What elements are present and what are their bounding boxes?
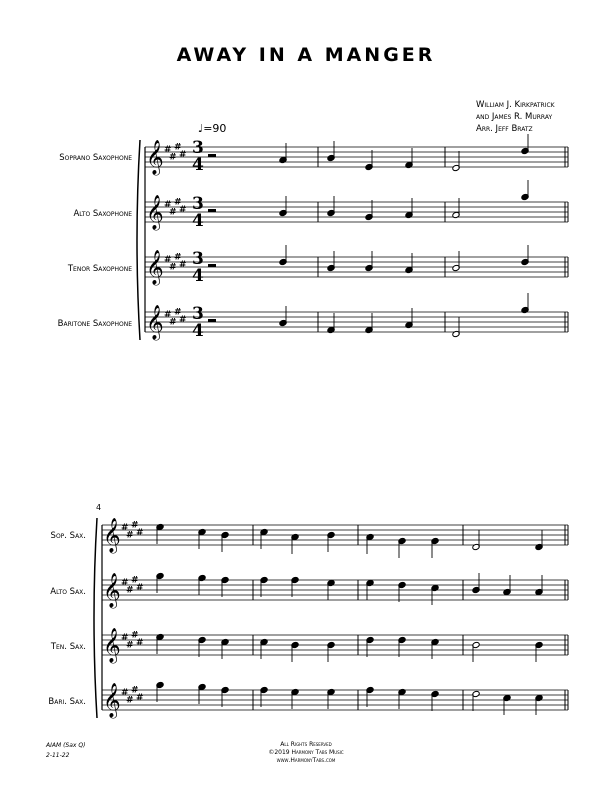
sharp-icon: # bbox=[169, 152, 177, 163]
treble-clef-icon: 𝄞 bbox=[103, 628, 121, 663]
half-rest-icon bbox=[208, 264, 216, 267]
system-brace bbox=[94, 518, 97, 718]
time-signature: 3 4 bbox=[192, 249, 204, 286]
sharp-icon: # bbox=[136, 693, 144, 703]
sharp-icon: # bbox=[126, 585, 134, 596]
sharp-icon: # bbox=[131, 630, 139, 641]
page-title: AWAY IN A MANGER bbox=[176, 44, 436, 66]
treble-clef-icon: 𝄞 bbox=[103, 573, 121, 608]
treble-clef-icon: 𝄞 bbox=[103, 518, 121, 553]
sharp-icon: # bbox=[126, 640, 134, 651]
instrument-abbrev-alto: Alto Sax. bbox=[50, 587, 86, 597]
staff-lines bbox=[94, 140, 568, 719]
sharp-icon: # bbox=[164, 200, 172, 210]
time-signature: 3 4 bbox=[192, 194, 204, 231]
sharp-icon: # bbox=[126, 530, 134, 541]
sharp-icon: # bbox=[174, 252, 182, 263]
sharp-icon: # bbox=[136, 528, 144, 538]
treble-clef-icon: 𝄞 bbox=[146, 250, 164, 285]
sharp-icon: # bbox=[164, 145, 172, 155]
sharp-icon: # bbox=[164, 310, 172, 320]
sharp-icon: # bbox=[121, 688, 129, 698]
system-brace bbox=[137, 140, 140, 340]
instrument-name-soprano: Soprano Saxophone bbox=[59, 153, 132, 163]
sharp-icon: # bbox=[169, 317, 177, 328]
instrument-name-baritone: Baritone Saxophone bbox=[57, 319, 132, 329]
footer-code: AIAM (Sax Q) bbox=[46, 742, 86, 749]
instrument-abbrev-tenor: Ten. Sax. bbox=[50, 642, 86, 652]
treble-clef-icon: 𝄞 bbox=[146, 140, 164, 175]
footer-copyright: All Rights Reserved ©2019 Harmony Tabs Music www.HarmonyTabs.com bbox=[268, 741, 344, 764]
sharp-icon: # bbox=[121, 633, 129, 643]
treble-clef-icon: 𝄞 bbox=[146, 305, 164, 340]
sharp-icon: # bbox=[131, 685, 139, 696]
half-rest-icon bbox=[208, 319, 216, 322]
sharp-icon: # bbox=[164, 255, 172, 265]
sharp-icon: # bbox=[179, 205, 187, 215]
tempo-marking: ♩=90 bbox=[198, 122, 227, 135]
instrument-name-alto: Alto Saxophone bbox=[73, 209, 132, 219]
time-signature: 3 4 bbox=[192, 304, 204, 341]
arranger-credit: Arr. Jeff Bratz bbox=[476, 124, 533, 134]
measure-number: 4 bbox=[96, 503, 102, 512]
sharp-icon: # bbox=[136, 583, 144, 593]
treble-clef-icon: 𝄞 bbox=[103, 683, 121, 718]
sharp-icon: # bbox=[179, 150, 187, 160]
composer-credit: and James R. Murray bbox=[476, 112, 553, 122]
instrument-abbrev-soprano: Sop. Sax. bbox=[50, 531, 86, 541]
sharp-icon: # bbox=[174, 142, 182, 153]
time-signature: 3 4 bbox=[192, 138, 204, 175]
notes bbox=[156, 134, 543, 715]
sharp-icon: # bbox=[179, 315, 187, 325]
sharp-icon: # bbox=[131, 575, 139, 586]
sharp-icon: # bbox=[126, 695, 134, 706]
sharp-icon: # bbox=[136, 638, 144, 648]
treble-clef-icon: 𝄞 bbox=[146, 195, 164, 230]
sharp-icon: # bbox=[121, 578, 129, 588]
sharp-icon: # bbox=[174, 307, 182, 318]
sharp-icon: # bbox=[131, 520, 139, 531]
instrument-name-tenor: Tenor Saxophone bbox=[67, 264, 132, 274]
sharp-icon: # bbox=[169, 207, 177, 218]
sharp-icon: # bbox=[169, 262, 177, 273]
sharp-icon: # bbox=[121, 523, 129, 533]
footer-date: 2-11-22 bbox=[46, 752, 70, 759]
sharp-icon: # bbox=[174, 197, 182, 208]
instrument-abbrev-baritone: Bari. Sax. bbox=[48, 697, 86, 707]
composer-credit: William J. Kirkpatrick bbox=[476, 100, 555, 110]
half-rest-icon bbox=[208, 154, 216, 157]
sharp-icon: # bbox=[179, 260, 187, 270]
half-rest-icon bbox=[208, 209, 216, 212]
